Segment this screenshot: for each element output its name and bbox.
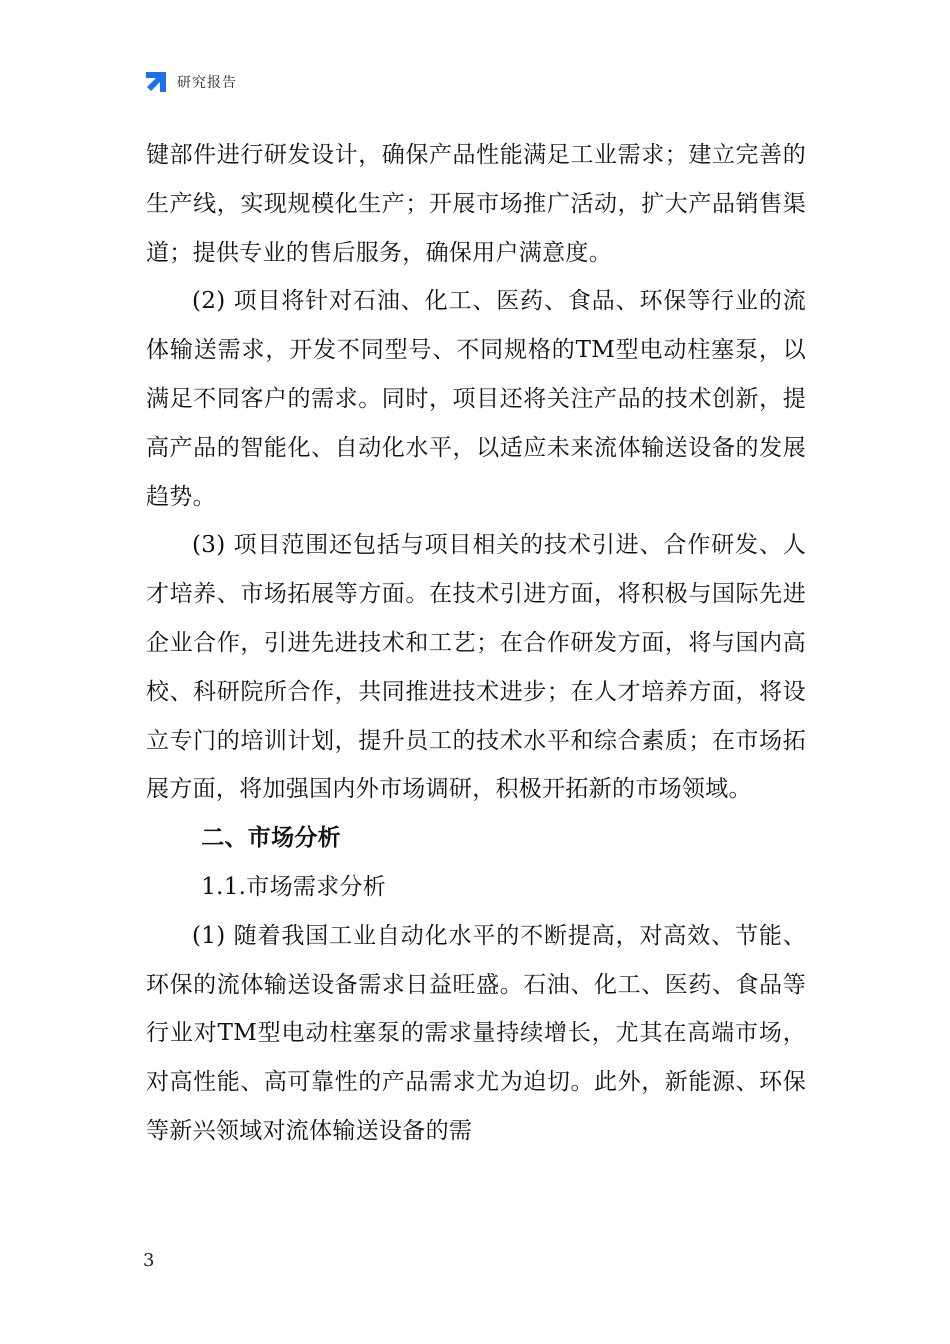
- arrow-up-right-icon: [143, 69, 169, 95]
- section-heading: 二、市场分析: [201, 825, 341, 852]
- report-type-label: 研究报告: [177, 75, 237, 91]
- document-body: [146, 131, 806, 1156]
- subsection-heading: 1.1.市场需求分析: [201, 873, 387, 900]
- paragraph-continuation: 键部件进行研发设计，确保产品性能满足工业需求；建立完善的生产线，实现规模化生产；开展市场推广活动，扩大产品销售渠道；提供专业的售后服务，确保用户满意度。: [146, 142, 806, 266]
- paragraph-3: (3) 项目范围还包括与项目相关的技术引进、合作研发、人才培养、市场拓展等方面。在技术引进方面，将积极与国际先进企业合作，引进先进技术和工艺；在合作研发方面，将与国内高校、科研院所合作，共同推进技术进步；在人才培养方面，将设立专门的培训计划，提升员工的技术水平和综合素质；在市场拓展方面，将加强国内外市场调研，积极开拓新的市场领域。: [146, 532, 806, 803]
- paragraph-4: (1) 随着我国工业自动化水平的不断提高，对高效、节能、环保的流体输送设备需求日益旺盛。石油、化工、医药、食品等行业对TM型电动柱塞泵的需求量持续增长，尤其在高端市场，对高性能、高可靠性的产品需求尤为迫切。此外，新能源、环保等新兴领域对流体输送设备的需: [146, 922, 806, 1144]
- page-number: 3: [143, 1250, 155, 1271]
- paragraph-2: (2) 项目将针对石油、化工、医药、食品、环保等行业的流体输送需求，开发不同型号、不同规格的TM型电动柱塞泵，以满足不同客户的需求。同时，项目还将关注产品的技术创新，提高产品的智能化、自动化水平，以适应未来流体输送设备的发展趋势。: [146, 288, 806, 510]
- report-header: [143, 68, 237, 96]
